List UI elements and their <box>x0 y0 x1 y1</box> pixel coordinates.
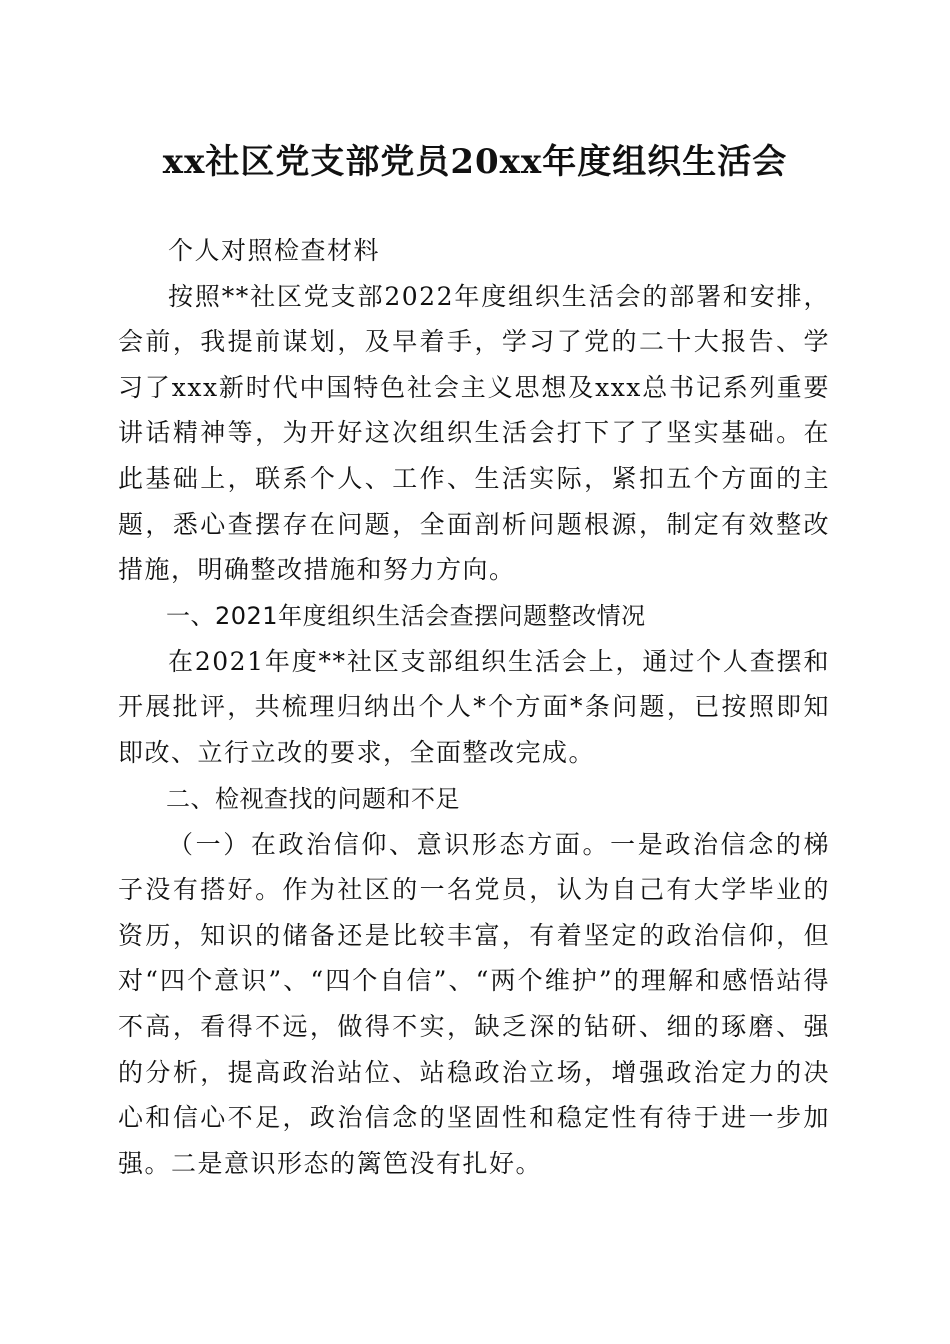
section-2-paragraph: （一）在政治信仰、意识形态方面。一是政治信念的梯子没有搭好。作为社区的一名党员，认为自己有大学毕业的资历，知识的储备还是比较丰富，有着坚定的政治信仰，但对“四个意识”、“四个自信”、“两个维护”的理解和感悟站得不高，看得不远，做得不实，缺乏深的钻研、细的琢磨、强的分析，提高政治站位、站稳政治立场，增强政治定力的决心和信心不足，政治信念的坚固性和稳定性有待于进一步加强。二是意识形态的篱笆没有扎好。 <box>118 829 830 1178</box>
document-subtitle: 个人对照检查材料 <box>168 236 381 265</box>
document-body <box>118 228 830 1186</box>
section-heading-1: 一、2021年度组织生活会查摆问题整改情况 <box>166 601 646 630</box>
section-heading-2: 二、检视查找的问题和不足 <box>166 784 460 813</box>
intro-paragraph: 按照**社区党支部2022年度组织生活会的部署和安排，会前，我提前谋划，及早着手，学习了党的二十大报告、学习了xxx新时代中国特色社会主义思想及xxx总书记系列重要讲话精神等，为开好这次组织生活会打下了了坚实基础。在此基础上，联系个人、工作、生活实际，紧扣五个方面的主题，悉心查摆存在问题，全面剖析问题根源，制定有效整改措施，明确整改措施和努力方向。 <box>118 281 830 585</box>
section-1-paragraph: 在2021年度**社区支部组织生活会上，通过个人查摆和开展批评，共梳理归纳出个人*个方面*条问题，已按照即知即改、立行立改的要求，全面整改完成。 <box>118 646 830 767</box>
document-title: xx社区党支部党员20xx年度组织生活会 <box>162 142 788 182</box>
